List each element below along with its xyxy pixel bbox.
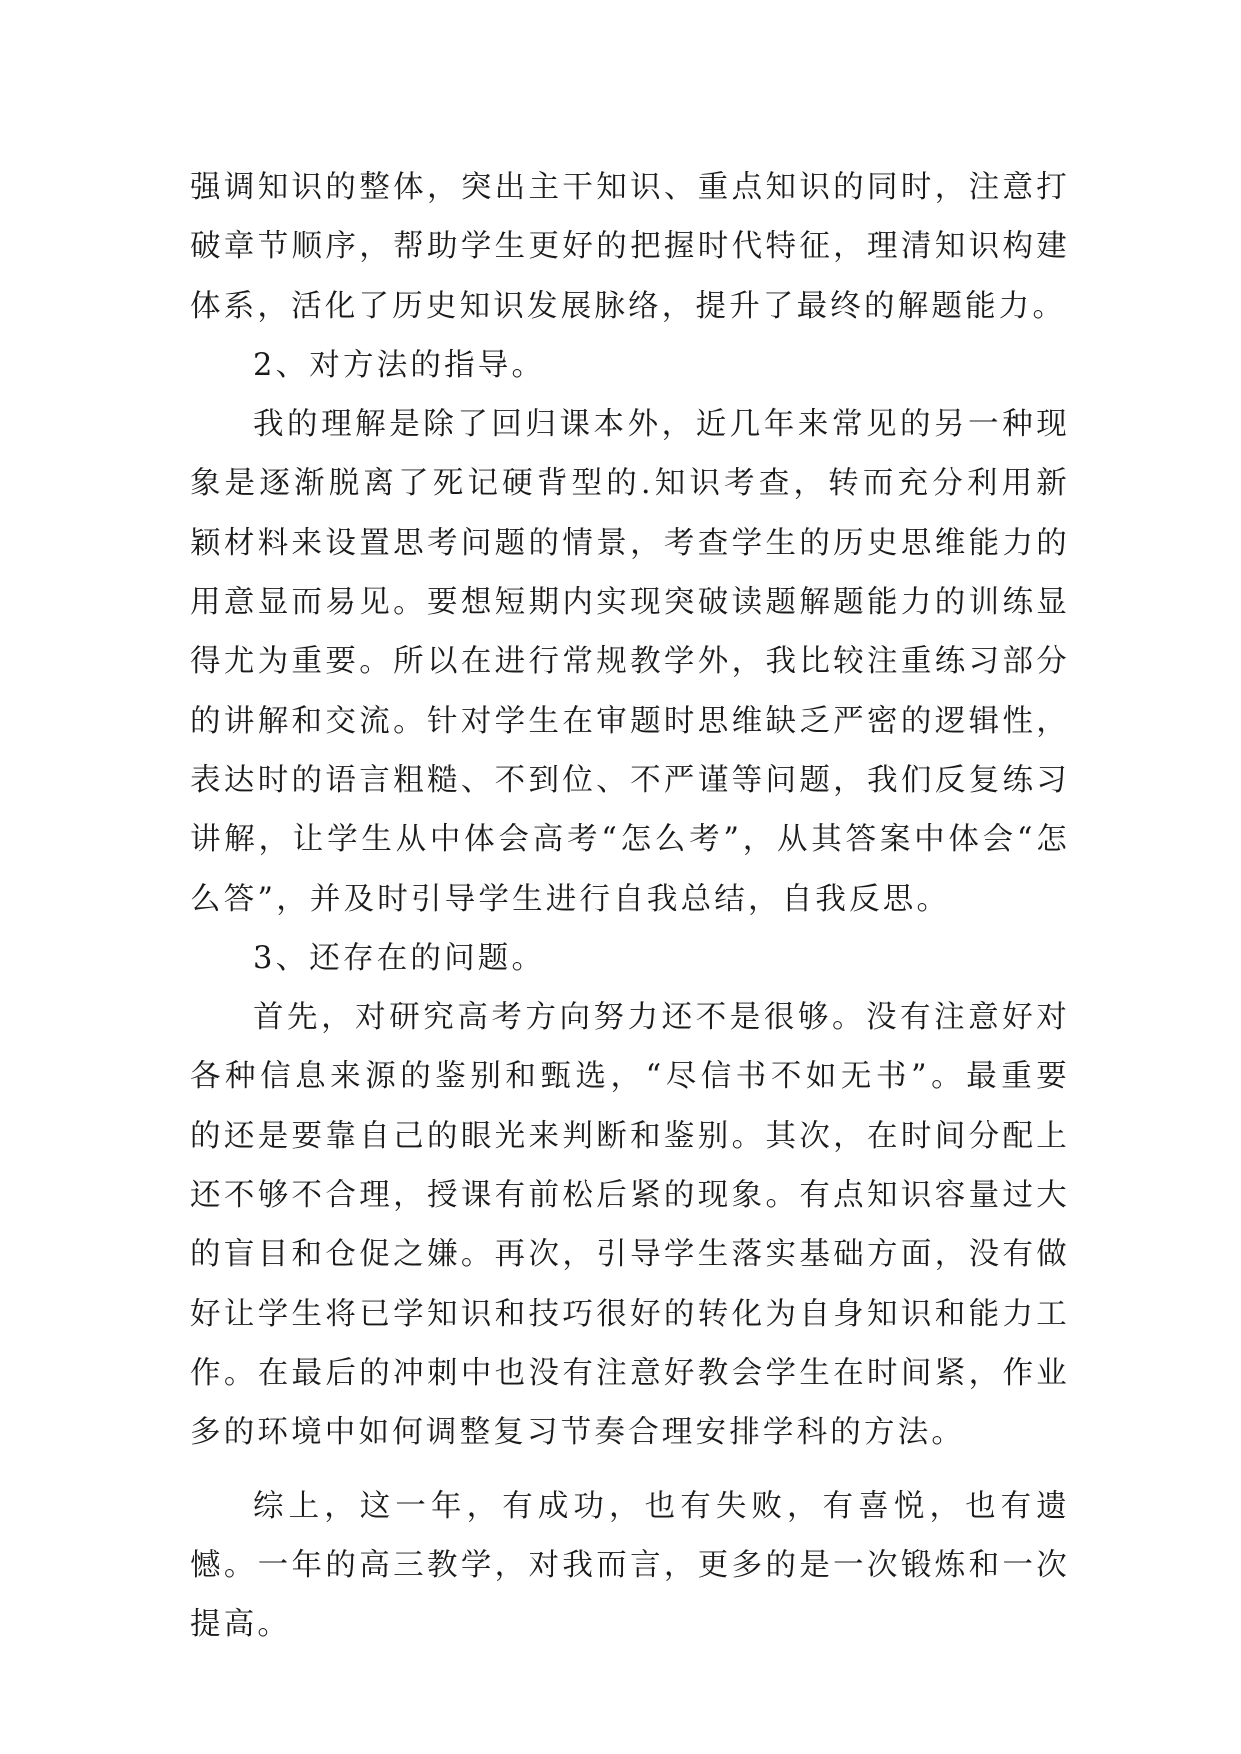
section-heading-2: 2、对方法的指导。: [253, 347, 546, 383]
paragraph-continuation: 强调知识的整体，突出主干知识、重点知识的同时，注意打破章节顺序，帮助学生更好的把握时代特征，理清知识构建体系，活化了历史知识发展脉络，提升了最终的解题能力。: [190, 170, 1070, 324]
paragraph-method: 我的理解是除了回归课本外，近几年来常见的另一种现象是逐渐脱离了死记硬背型的.知识考查，转而充分利用新颖材料来设置思考问题的情景，考查学生的历史思维能力的用意显而易见。要想短期内实现突破读题解题能力的训练显得尤为重要。所以在进行常规教学外，我比较注重练习部分的讲解和交流。针对学生在审题时思维缺乏严密的逻辑性，表达时的语言粗糙、不到位、不严谨等问题，我们反复练习讲解，让学生从中体会高考“怎么考”，从其答案中体会“怎么答”，并及时引导学生进行自我总结，自我反思。: [190, 407, 1070, 917]
document-page: [190, 158, 1070, 1654]
paragraph-conclusion: 综上，这一年，有成功，也有失败，有喜悦，也有遗憾。一年的高三教学，对我而言，更多的是一次锻炼和一次提高。: [190, 1488, 1070, 1643]
section-heading-3: 3、还存在的问题。: [253, 940, 546, 976]
paragraph-problems: 首先，对研究高考方向努力还不是很够。没有注意好对各种信息来源的鉴别和甄选，“尽信书不如无书”。最重要的还是要靠自己的眼光来判断和鉴别。其次，在时间分配上还不够不合理，授课有前松后紧的现象。有点知识容量过大的盲目和仓促之嫌。再次，引导学生落实基础方面，没有做好让学生将已学知识和技巧很好的转化为自身知识和能力工作。在最后的冲刺中也没有注意好教会学生在时间紧，作业多的环境中如何调整复习节奏合理安排学科的方法。: [190, 1000, 1070, 1451]
